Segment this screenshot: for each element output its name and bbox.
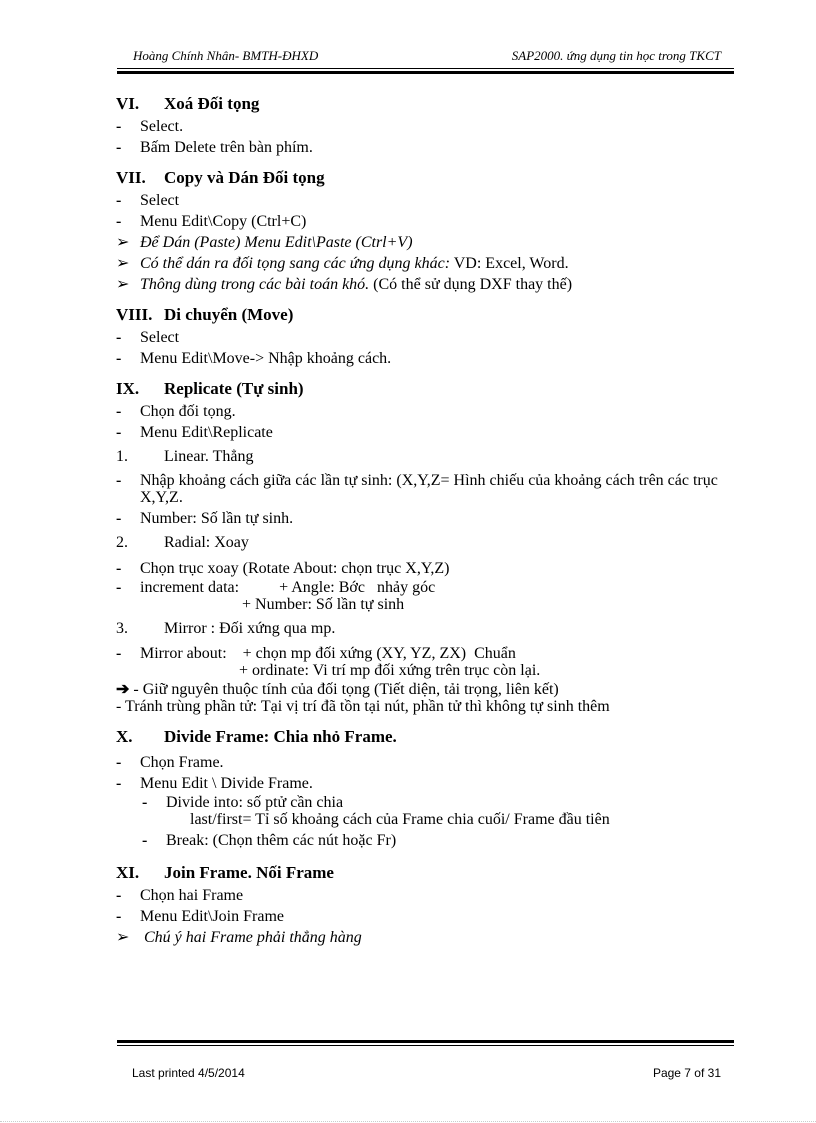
dash-bullet-icon: - — [116, 424, 122, 441]
note-line: ➔ - Giữ nguyên thuộc tính của đối tọng (Tiết diện, tải trọng, liên kết) — [116, 681, 559, 698]
dash-bullet-icon: - — [116, 887, 122, 904]
dash-bullet-icon: - — [116, 139, 122, 156]
header-right: SAP2000. ứng dụng tin học trong TKCT — [511, 48, 721, 63]
list-item: ➢ Để Dán (Paste) Menu Edit\Paste (Ctrl+V) — [116, 234, 413, 251]
numbered-item: 1. Linear. Thẳng — [116, 448, 254, 465]
section-heading: VI. Xoá Đối tọng — [116, 94, 260, 113]
list-item: - Menu Edit\Join Frame — [116, 908, 284, 925]
list-item: - Mirror about: + chọn mp đối xứng (XY, YZ, ZX) Chuẩn — [116, 645, 516, 662]
section-heading: X. Divide Frame: Chia nhỏ Frame. — [116, 727, 397, 746]
list-item: - Chọn hai Frame — [116, 887, 244, 904]
list-item: - Menu Edit \ Divide Frame. — [116, 775, 313, 792]
dash-bullet-icon: - — [116, 329, 122, 346]
numbered-item: 2. Radial: Xoay — [116, 534, 249, 551]
sub-list-item: - Divide into: số ptử cần chia — [142, 794, 344, 811]
list-item: - Chọn Frame. — [116, 754, 224, 771]
page-content — [116, 92, 740, 948]
arrow-bullet-icon: ➢ — [116, 234, 130, 251]
dash-bullet-icon: - — [116, 403, 122, 420]
dash-bullet-icon: - — [116, 645, 122, 662]
note-line: - Tránh trùng phần tử: Tại vị trí đã tồn tại nút, phần tử thì không tự sinh thêm — [116, 698, 610, 715]
dash-bullet-icon: - — [142, 832, 148, 849]
sub-list-item: - Break: (Chọn thêm các nút hoặc Fr) — [142, 832, 397, 849]
header-rule-thick — [117, 71, 734, 74]
section-viii — [116, 303, 740, 369]
section-vi — [116, 92, 740, 158]
dash-bullet-icon: - — [116, 510, 122, 527]
list-item: - Select. — [116, 118, 184, 135]
list-item: - Menu Edit\Replicate — [116, 424, 273, 441]
section-heading: VII. Copy và Dán Đối tọng — [116, 168, 325, 187]
dash-bullet-icon: - — [116, 213, 122, 230]
footer-page-number: Page 7 of 31 — [652, 1066, 721, 1080]
list-item: - Select — [116, 192, 180, 209]
dash-bullet-icon: - — [116, 118, 122, 135]
right-arrow-icon: ➔ — [116, 681, 130, 698]
arrow-bullet-icon: ➢ — [116, 929, 130, 946]
list-item: - Menu Edit\Move-> Nhập khoảng cách. — [116, 350, 392, 367]
list-item: - Chọn trục xoay (Rotate About: chọn trục X,Y,Z) — [116, 560, 450, 577]
dash-bullet-icon: - — [116, 350, 122, 367]
section-xi — [116, 861, 740, 948]
dash-bullet-icon: - — [116, 775, 122, 792]
dash-bullet-icon: - — [142, 794, 148, 811]
list-item: ➢ Chú ý hai Frame phải thẳng hàng — [116, 929, 362, 946]
list-item: ➢ Có thể dán ra đối tọng sang các ứng dụng khác: VD: Excel, Word. — [116, 255, 569, 272]
section-x — [116, 725, 740, 851]
dash-bullet-icon: - — [116, 472, 122, 489]
list-item-continuation: last/first= Tỉ số khoảng cách của Frame chia cuối/ Frame đầu tiên — [190, 811, 610, 828]
numbered-item: 3. Mirror : Đối xứng qua mp. — [116, 620, 336, 637]
list-item: ➢ Thông dùng trong các bài toán khó. (Có thể sử dụng DXF thay thế) — [116, 276, 573, 293]
list-item: - Bấm Delete trên bàn phím. — [116, 139, 313, 156]
section-ix — [116, 377, 740, 715]
list-item-continuation: + ordinate: Vi trí mp đối xứng trên trục còn lại. — [239, 662, 541, 679]
list-item: - Menu Edit\Copy (Ctrl+C) — [116, 213, 307, 230]
section-heading: VIII. Di chuyển (Move) — [116, 305, 294, 324]
dash-bullet-icon: - — [116, 560, 122, 577]
list-item: - Number: Số lần tự sinh. — [116, 510, 294, 527]
footer-rule-thick — [117, 1040, 734, 1043]
dash-bullet-icon: - — [116, 754, 122, 771]
header-rule-thin — [117, 68, 734, 69]
page-bottom-edge — [0, 1121, 816, 1122]
list-item: - Select — [116, 329, 180, 346]
dash-bullet-icon: - — [116, 192, 122, 209]
section-heading: XI. Join Frame. Nối Frame — [116, 863, 334, 882]
footer-rule-thin — [117, 1045, 734, 1046]
dash-bullet-icon: - — [116, 579, 122, 596]
list-item-continuation: + Number: Số lần tự sinh — [242, 596, 405, 613]
list-item: - Chọn đối tọng. — [116, 403, 236, 420]
list-item: - Nhập khoảng cách giữa các lần tự sinh: (X,Y,Z= Hình chiếu của khoảng cách trên các trục X,Y,Z. — [116, 472, 718, 506]
header-left: Hoàng Chính Nhân- BMTH-ĐHXD — [133, 48, 319, 63]
arrow-bullet-icon: ➢ — [116, 276, 130, 293]
section-vii — [116, 166, 740, 295]
arrow-bullet-icon: ➢ — [116, 255, 130, 272]
list-item: - increment data: + Angle: Bớc nhảy góc — [116, 579, 436, 596]
footer-last-printed: Last printed 4/5/2014 — [132, 1066, 245, 1080]
section-heading: IX. Replicate (Tự sinh) — [116, 379, 304, 398]
dash-bullet-icon: - — [116, 908, 122, 925]
